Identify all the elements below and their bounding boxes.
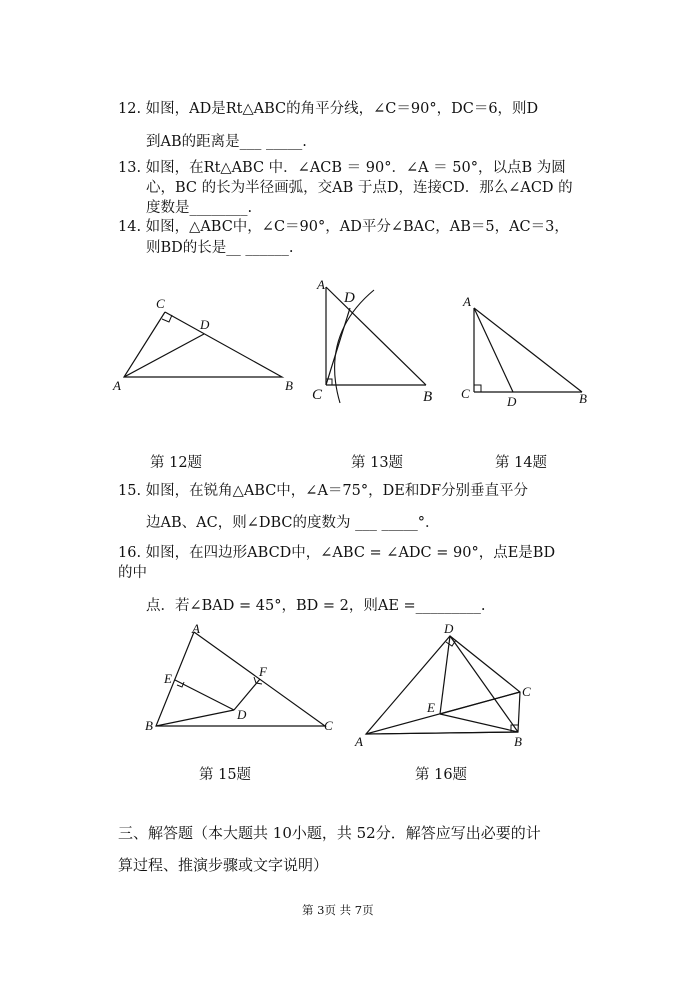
fig16-label-e: E <box>427 700 435 715</box>
figure-16 <box>352 620 537 750</box>
q15-line2: 边AB、AC，则∠DBC的度数为 ___ _____°． <box>146 515 440 531</box>
q12-line1: 12. 如图，AD是Rt△ABC的角平分线，∠C＝90°，DC＝6，则D <box>118 101 539 117</box>
figure-14 <box>455 292 595 410</box>
fig12-label-d: D <box>200 317 210 332</box>
page-footer: 第 3页 共 7页 <box>302 903 374 917</box>
fig14-label-b: B <box>579 391 587 406</box>
figure-12 <box>110 292 300 402</box>
fig15-label-c: C <box>324 718 333 733</box>
fig15-label-f: F <box>259 664 267 679</box>
fig14-caption: 第 14题 <box>495 455 548 471</box>
fig12-caption: 第 12题 <box>150 455 203 471</box>
fig13-label-c: C <box>312 387 323 403</box>
q14-line1: 14. 如图，△ABC中，∠C＝90°，AD平分∠BAC，AB＝5，AC＝3， <box>118 219 569 235</box>
fig13-label-d: D <box>344 290 355 306</box>
fig16-label-c: C <box>522 684 531 699</box>
q14-line2: 则BD的长是__ ______. <box>146 240 294 256</box>
fig14-label-a: A <box>463 294 471 309</box>
fig15-label-d: D <box>237 707 247 722</box>
fig13-caption: 第 13题 <box>351 455 404 471</box>
q12-line2: 到AB的距离是___ _____. <box>146 134 307 150</box>
fig15-caption: 第 15题 <box>199 767 252 783</box>
fig15-label-e: E <box>164 671 172 686</box>
fig14-label-c: C <box>461 386 470 401</box>
q16-line3: 点．若∠BAD = 45°，BD = 2，则AE =_________. <box>146 598 486 614</box>
q15-line1: 15. 如图，在锐角△ABC中，∠A＝75°，DE和DF分别垂直平分 <box>118 483 529 499</box>
fig12-label-a: A <box>113 378 121 393</box>
q13-line3: 度数是________. <box>146 200 253 216</box>
q13-line1: 13. 如图，在Rt△ABC 中．∠ACB ＝ 90°．∠A ＝ 50°，以点B 为圆 <box>118 160 566 176</box>
fig16-label-a: A <box>355 734 363 749</box>
fig15-label-a: A <box>192 621 200 636</box>
fig16-label-d: D <box>444 621 454 636</box>
section-heading-line1: 三、解答题（本大题共 10小题，共 52分．解答应写出必要的计 <box>118 824 541 842</box>
fig12-label-b: B <box>285 378 293 393</box>
section-heading-line2: 算过程、推演步骤或文字说明） <box>118 856 329 874</box>
fig13-label-a: A <box>317 277 325 292</box>
figure-13 <box>310 275 445 405</box>
fig12-label-c: C <box>156 296 165 311</box>
fig15-label-b: B <box>145 718 153 733</box>
fig13-label-b: B <box>423 389 433 405</box>
q13-line2: 心，BC 的长为半径画弧，交AB 于点D，连接CD．那么∠ACD 的 <box>146 180 573 196</box>
fig16-label-b: B <box>514 734 522 749</box>
fig16-caption: 第 16题 <box>415 767 468 783</box>
fig14-label-d: D <box>507 394 517 409</box>
figure-15 <box>142 620 342 740</box>
q16-line2: 的中 <box>118 565 147 581</box>
q16-line1: 16. 如图，在四边形ABCD中，∠ABC = ∠ADC = 90°，点E是BD <box>118 545 556 561</box>
